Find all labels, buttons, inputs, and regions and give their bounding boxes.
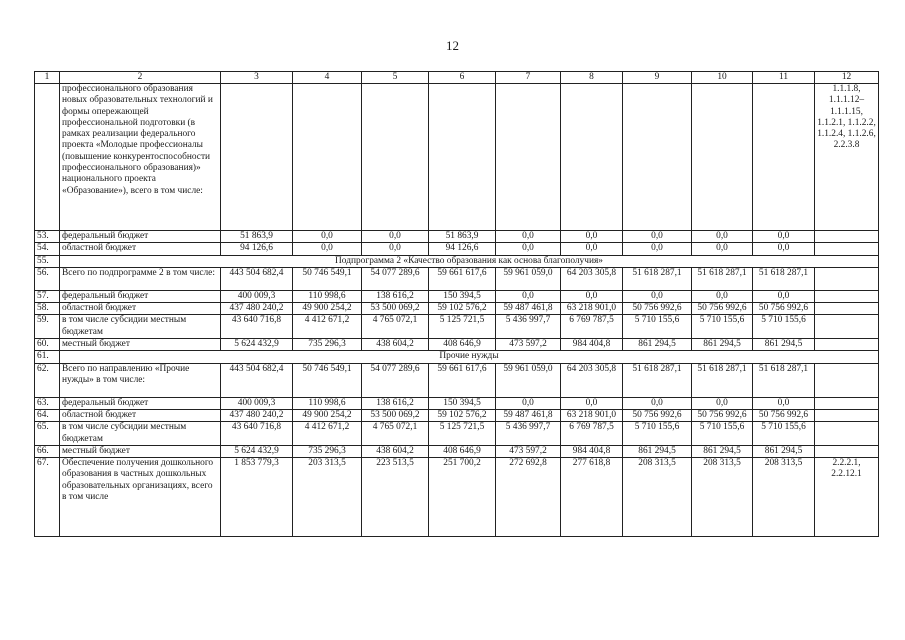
table-row [35, 363, 879, 397]
row-number: 61. [35, 351, 60, 363]
value-cell: 223 513,5 [362, 458, 429, 537]
value-cell: 5 710 155,6 [753, 422, 815, 446]
value-cell: 64 203 305,8 [561, 267, 623, 290]
row-name: федеральный бюджет [60, 290, 221, 302]
value-cell: 6 769 787,5 [561, 315, 623, 339]
value-cell: 861 294,5 [623, 445, 692, 457]
value-cell: 50 756 992,6 [692, 303, 753, 315]
value-cell: 984 404,8 [561, 339, 623, 351]
table-body [35, 84, 879, 537]
value-cell: 0,0 [753, 290, 815, 302]
value-cell: 0,0 [753, 397, 815, 409]
value-cell: 0,0 [692, 397, 753, 409]
row-name: Обеспечение получения дошкольного образования в частных дошкольных образовательных организациях, всего в том числе [60, 458, 221, 537]
column-header: 4 [293, 72, 362, 84]
column-header: 9 [623, 72, 692, 84]
row-name: в том числе субсидии местным бюджетам [60, 315, 221, 339]
indicator-codes [815, 409, 879, 421]
value-cell: 5 624 432,9 [221, 445, 293, 457]
table-row [35, 267, 879, 290]
value-cell: 5 125 721,5 [429, 315, 496, 339]
row-name: областной бюджет [60, 243, 221, 255]
value-cell: 861 294,5 [692, 339, 753, 351]
value-cell: 5 436 997,7 [496, 422, 561, 446]
value-cell: 51 618 287,1 [623, 267, 692, 290]
value-cell: 861 294,5 [692, 445, 753, 457]
value-cell [561, 84, 623, 231]
row-name: в том числе субсидии местным бюджетам [60, 422, 221, 446]
value-cell: 110 998,6 [293, 397, 362, 409]
row-name: местный бюджет [60, 445, 221, 457]
indicator-codes [815, 243, 879, 255]
row-number: 55. [35, 255, 60, 267]
value-cell: 50 746 549,1 [293, 363, 362, 397]
row-number [35, 84, 60, 231]
row-number: 59. [35, 315, 60, 339]
value-cell: 59 661 617,6 [429, 267, 496, 290]
value-cell: 0,0 [623, 397, 692, 409]
value-cell: 0,0 [362, 243, 429, 255]
value-cell: 443 504 682,4 [221, 363, 293, 397]
value-cell: 59 102 576,2 [429, 303, 496, 315]
value-cell: 50 756 992,6 [692, 409, 753, 421]
row-number: 63. [35, 397, 60, 409]
value-cell: 49 900 254,2 [293, 409, 362, 421]
header-row [35, 72, 879, 84]
indicator-codes [815, 267, 879, 290]
value-cell: 5 436 997,7 [496, 315, 561, 339]
section-row [35, 351, 879, 363]
value-cell: 59 487 461,8 [496, 409, 561, 421]
value-cell: 54 077 289,6 [362, 267, 429, 290]
value-cell: 4 765 072,1 [362, 315, 429, 339]
value-cell: 110 998,6 [293, 290, 362, 302]
column-header: 6 [429, 72, 496, 84]
value-cell [429, 84, 496, 231]
value-cell: 438 604,2 [362, 339, 429, 351]
value-cell: 4 412 671,2 [293, 422, 362, 446]
value-cell: 0,0 [692, 243, 753, 255]
row-number: 54. [35, 243, 60, 255]
row-name: Всего по направлению «Прочие нужды» в том числе: [60, 363, 221, 397]
row-name: местный бюджет [60, 339, 221, 351]
value-cell: 138 616,2 [362, 290, 429, 302]
section-title: Прочие нужды [60, 351, 879, 363]
value-cell: 0,0 [623, 231, 692, 243]
value-cell: 443 504 682,4 [221, 267, 293, 290]
value-cell: 861 294,5 [753, 339, 815, 351]
value-cell: 272 692,8 [496, 458, 561, 537]
value-cell: 4 765 072,1 [362, 422, 429, 446]
value-cell: 0,0 [293, 231, 362, 243]
row-name: областной бюджет [60, 303, 221, 315]
value-cell: 0,0 [496, 290, 561, 302]
value-cell: 208 313,5 [692, 458, 753, 537]
value-cell [753, 84, 815, 231]
value-cell: 437 480 240,2 [221, 303, 293, 315]
row-number: 60. [35, 339, 60, 351]
value-cell: 208 313,5 [623, 458, 692, 537]
value-cell: 50 756 992,6 [753, 409, 815, 421]
value-cell: 0,0 [692, 231, 753, 243]
value-cell: 4 412 671,2 [293, 315, 362, 339]
table-row [35, 315, 879, 339]
row-number: 62. [35, 363, 60, 397]
indicator-codes [815, 315, 879, 339]
row-name: федеральный бюджет [60, 397, 221, 409]
value-cell [496, 84, 561, 231]
column-header: 7 [496, 72, 561, 84]
value-cell: 43 640 716,8 [221, 422, 293, 446]
table-row [35, 303, 879, 315]
value-cell: 5 710 155,6 [753, 315, 815, 339]
row-number: 65. [35, 422, 60, 446]
value-cell: 0,0 [561, 397, 623, 409]
value-cell: 6 769 787,5 [561, 422, 623, 446]
row-number: 58. [35, 303, 60, 315]
value-cell: 473 597,2 [496, 339, 561, 351]
value-cell: 59 102 576,2 [429, 409, 496, 421]
row-number: 57. [35, 290, 60, 302]
section-title: Подпрограмма 2 «Качество образования как основа благополучия» [60, 255, 879, 267]
column-header: 10 [692, 72, 753, 84]
indicator-codes: 1.1.1.8, 1.1.1.12– 1.1.1.15, 1.1.2.1, 1.1.2.2, 1.1.2.4, 1.1.2.6, 2.2.3.8 [815, 84, 879, 231]
value-cell: 51 863,9 [429, 231, 496, 243]
table-row [35, 243, 879, 255]
value-cell: 5 125 721,5 [429, 422, 496, 446]
column-header: 8 [561, 72, 623, 84]
value-cell: 53 500 069,2 [362, 409, 429, 421]
value-cell: 5 710 155,6 [692, 422, 753, 446]
indicator-codes [815, 303, 879, 315]
value-cell: 0,0 [623, 290, 692, 302]
budget-table [34, 71, 879, 537]
value-cell: 1 853 779,3 [221, 458, 293, 537]
table-row [35, 84, 879, 231]
page-number: 12 [446, 38, 459, 53]
value-cell: 0,0 [692, 290, 753, 302]
value-cell: 94 126,6 [221, 243, 293, 255]
value-cell [221, 84, 293, 231]
column-header: 1 [35, 72, 60, 84]
value-cell: 408 646,9 [429, 445, 496, 457]
value-cell: 0,0 [753, 231, 815, 243]
table-row [35, 290, 879, 302]
value-cell: 735 296,3 [293, 339, 362, 351]
value-cell: 473 597,2 [496, 445, 561, 457]
indicator-codes [815, 231, 879, 243]
value-cell: 0,0 [293, 243, 362, 255]
value-cell: 51 618 287,1 [623, 363, 692, 397]
value-cell: 50 756 992,6 [753, 303, 815, 315]
value-cell: 94 126,6 [429, 243, 496, 255]
indicator-codes [815, 397, 879, 409]
value-cell: 59 961 059,0 [496, 267, 561, 290]
row-name: Всего по подпрограмме 2 в том числе: [60, 267, 221, 290]
value-cell: 59 487 461,8 [496, 303, 561, 315]
indicator-codes [815, 445, 879, 457]
row-name: федеральный бюджет [60, 231, 221, 243]
value-cell: 150 394,5 [429, 290, 496, 302]
value-cell: 0,0 [496, 231, 561, 243]
row-number: 64. [35, 409, 60, 421]
indicator-codes [815, 290, 879, 302]
value-cell: 400 009,3 [221, 290, 293, 302]
table-row [35, 339, 879, 351]
value-cell: 150 394,5 [429, 397, 496, 409]
value-cell: 63 218 901,0 [561, 303, 623, 315]
value-cell [692, 84, 753, 231]
value-cell: 251 700,2 [429, 458, 496, 537]
value-cell: 0,0 [496, 397, 561, 409]
value-cell: 50 746 549,1 [293, 267, 362, 290]
table-row [35, 458, 879, 537]
value-cell: 51 863,9 [221, 231, 293, 243]
indicator-codes [815, 363, 879, 397]
value-cell: 51 618 287,1 [692, 363, 753, 397]
row-name: областной бюджет [60, 409, 221, 421]
value-cell: 0,0 [753, 243, 815, 255]
indicator-codes [815, 339, 879, 351]
value-cell: 0,0 [362, 231, 429, 243]
table-row [35, 422, 879, 446]
value-cell [623, 84, 692, 231]
column-header: 3 [221, 72, 293, 84]
column-header: 11 [753, 72, 815, 84]
table-row [35, 231, 879, 243]
value-cell: 0,0 [496, 243, 561, 255]
value-cell: 5 710 155,6 [692, 315, 753, 339]
value-cell: 208 313,5 [753, 458, 815, 537]
table-header [35, 72, 879, 84]
value-cell: 0,0 [561, 243, 623, 255]
value-cell: 54 077 289,6 [362, 363, 429, 397]
value-cell: 0,0 [561, 290, 623, 302]
value-cell: 43 640 716,8 [221, 315, 293, 339]
row-number: 66. [35, 445, 60, 457]
value-cell: 400 009,3 [221, 397, 293, 409]
column-header: 12 [815, 72, 879, 84]
value-cell: 408 646,9 [429, 339, 496, 351]
value-cell: 53 500 069,2 [362, 303, 429, 315]
value-cell: 51 618 287,1 [692, 267, 753, 290]
value-cell: 50 756 992,6 [623, 409, 692, 421]
indicator-codes [815, 422, 879, 446]
value-cell: 984 404,8 [561, 445, 623, 457]
value-cell: 138 616,2 [362, 397, 429, 409]
value-cell: 50 756 992,6 [623, 303, 692, 315]
row-number: 56. [35, 267, 60, 290]
table-row [35, 445, 879, 457]
section-row [35, 255, 879, 267]
value-cell: 59 661 617,6 [429, 363, 496, 397]
indicator-codes: 2.2.2.1, 2.2.12.1 [815, 458, 879, 537]
value-cell: 277 618,8 [561, 458, 623, 537]
value-cell: 49 900 254,2 [293, 303, 362, 315]
row-number: 67. [35, 458, 60, 537]
value-cell: 861 294,5 [623, 339, 692, 351]
value-cell: 438 604,2 [362, 445, 429, 457]
value-cell: 5 710 155,6 [623, 422, 692, 446]
value-cell: 5 710 155,6 [623, 315, 692, 339]
value-cell: 64 203 305,8 [561, 363, 623, 397]
value-cell: 63 218 901,0 [561, 409, 623, 421]
value-cell: 59 961 059,0 [496, 363, 561, 397]
table-row [35, 397, 879, 409]
value-cell: 735 296,3 [293, 445, 362, 457]
value-cell: 0,0 [623, 243, 692, 255]
value-cell: 51 618 287,1 [753, 363, 815, 397]
column-header: 2 [60, 72, 221, 84]
column-header: 5 [362, 72, 429, 84]
value-cell: 0,0 [561, 231, 623, 243]
value-cell: 51 618 287,1 [753, 267, 815, 290]
row-name: профессионального образования новых образовательных технологий и формы опережающей профессиональной подготовки (в рамках реализации федерального проекта «Молодые профессионалы (повышение конкурентоспособности профессионального образования)» национального проекта «Образование»), всего в том числе: [60, 84, 221, 231]
value-cell [362, 84, 429, 231]
value-cell: 203 313,5 [293, 458, 362, 537]
row-number: 53. [35, 231, 60, 243]
value-cell: 437 480 240,2 [221, 409, 293, 421]
value-cell: 5 624 432,9 [221, 339, 293, 351]
value-cell: 861 294,5 [753, 445, 815, 457]
table-row [35, 409, 879, 421]
value-cell [293, 84, 362, 231]
